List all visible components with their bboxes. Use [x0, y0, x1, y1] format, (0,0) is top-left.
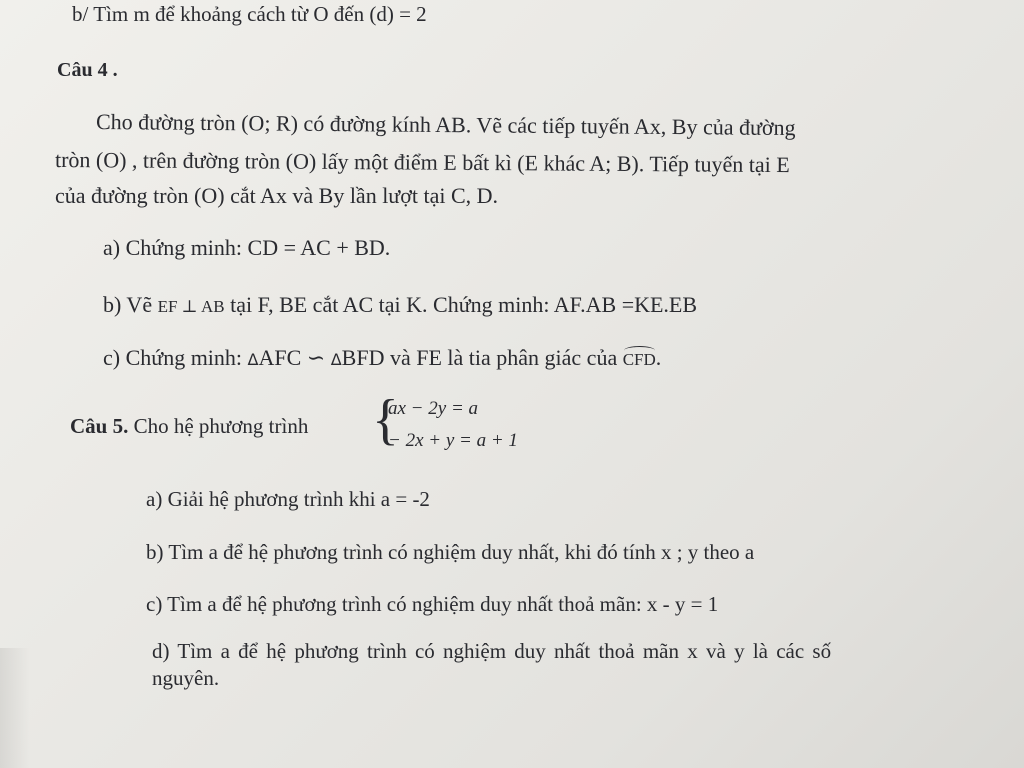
q4-intro-line-3: của đường tròn (O) cắt Ax và By lần lượt tại C, D. [55, 183, 499, 208]
triangle-symbol: Δ [330, 350, 342, 369]
triangle-symbol: Δ [247, 350, 259, 369]
angle-cfd: CFD [622, 350, 656, 369]
q4-b-prefix: b) Vẽ [103, 292, 158, 317]
prev-question-b: b/ Tìm m để khoảng cách từ O đến (d) = 2 [72, 2, 427, 26]
equation-1: ax − 2y = a [388, 398, 479, 419]
brace-symbol: { [372, 389, 399, 451]
q5-part-d-line-1: d) Tìm a để hệ phương trình có nghiệm duy nhất thoả mãn x và y là các số [152, 639, 832, 663]
q4-intro-line-1: Cho đường tròn (O; R) có đường kính AB. Vẽ các tiếp tuyến Ax, By của đường [95, 109, 796, 141]
q5-part-b: b) Tìm a để hệ phương trình có nghiệm duy nhất, khi đó tính x ; y theo a [146, 540, 755, 564]
q5-heading-line [70, 414, 308, 439]
q5-part-c: c) Tìm a để hệ phương trình có nghiệm duy nhất thoả mãn: x - y = 1 [146, 592, 719, 616]
q4-part-c [103, 345, 661, 371]
q4-b-ef-perp-ab: EF ⊥ AB [157, 297, 225, 316]
q5-part-a: a) Giải hệ phương trình khi a = -2 [146, 487, 430, 511]
equation-system [372, 389, 542, 460]
q4-intro-line-2: tròn (O) , trên đường tròn (O) lấy một điểm E bất kì (E khác A; B). Tiếp tuyến tại E [54, 147, 790, 178]
q4-c-end: . [655, 345, 662, 370]
q4-b-rest: tại F, BE cắt AC tại K. Chứng minh: AF.AB =KE.EB [224, 292, 698, 317]
q4-c-afc: AFC [258, 345, 302, 370]
q4-part-b [103, 292, 697, 318]
q5-intro: Cho hệ phương trình [128, 414, 309, 438]
paper-edge-shadow [0, 648, 30, 768]
q4-c-bfd: BFD [341, 345, 385, 370]
q4-c-prefix: c) Chứng minh: [103, 345, 248, 370]
equation-2: − 2x + y = a + 1 [388, 430, 518, 451]
q4-part-a: a) Chứng minh: CD = AC + BD. [103, 235, 391, 260]
q4-c-middle: và FE là tia phân giác của [384, 345, 623, 370]
q5-heading: Câu 5. [70, 414, 129, 438]
q4-heading: Câu 4 . [57, 59, 118, 81]
q5-part-d-line-2: nguyên. [152, 666, 220, 690]
similar-symbol: ∽ [301, 345, 331, 370]
